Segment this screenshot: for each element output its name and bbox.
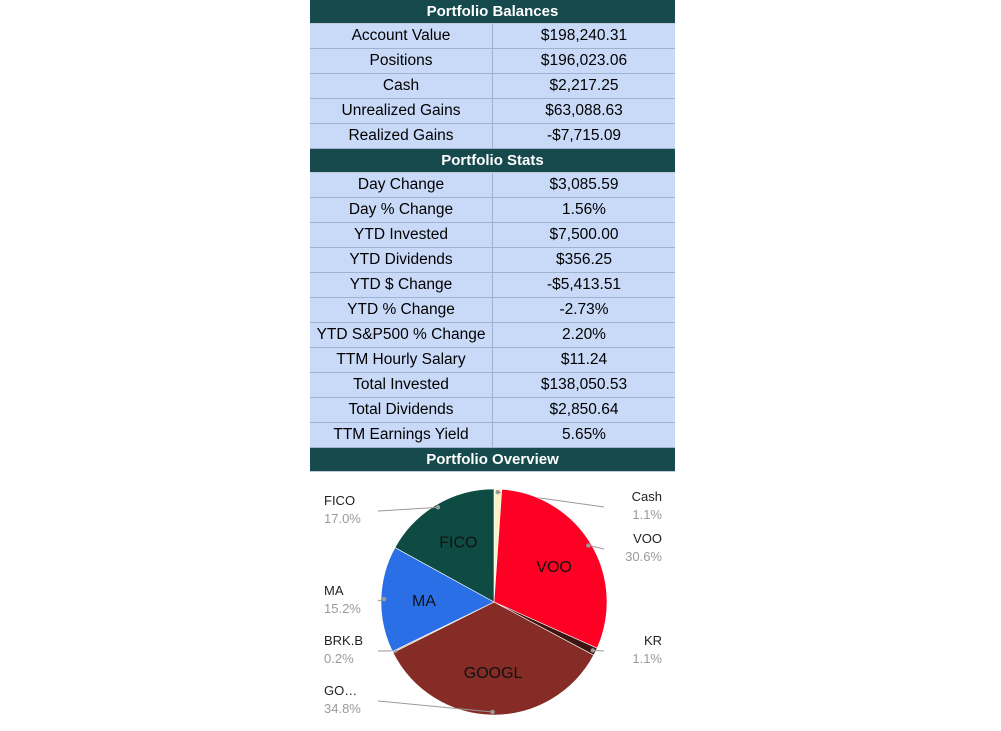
table-row[interactable] [310, 99, 675, 124]
row-label: Day % Change [310, 198, 493, 222]
row-value: $2,217.25 [493, 74, 675, 98]
row-label: TTM Earnings Yield [310, 423, 493, 447]
portfolio-balances-table [310, 24, 675, 149]
table-row[interactable] [310, 298, 675, 323]
row-label: Unrealized Gains [310, 99, 493, 123]
row-value: $198,240.31 [493, 24, 675, 48]
slice-inner-label: FICO [439, 535, 477, 552]
row-value: $356.25 [493, 248, 675, 272]
portfolio-stats-header: Portfolio Stats [310, 149, 675, 173]
slice-percent-label: 0.2% [324, 651, 354, 666]
slice-label: GO… [324, 683, 357, 698]
slice-percent-label: 1.1% [632, 507, 662, 522]
row-value: 1.56% [493, 198, 675, 222]
row-label: YTD Invested [310, 223, 493, 247]
row-value: $138,050.53 [493, 373, 675, 397]
table-row[interactable] [310, 323, 675, 348]
portfolio-balances-header: Portfolio Balances [310, 0, 675, 24]
table-row[interactable] [310, 74, 675, 99]
table-row[interactable] [310, 248, 675, 273]
row-label: Total Dividends [310, 398, 493, 422]
slice-inner-label: MA [412, 593, 436, 610]
slice-percent-label: 15.2% [324, 601, 361, 616]
table-row[interactable] [310, 124, 675, 149]
row-value: -$5,413.51 [493, 273, 675, 297]
portfolio-overview-chart [310, 477, 675, 726]
row-label: Positions [310, 49, 493, 73]
slice-label: Cash [632, 489, 662, 504]
table-row[interactable] [310, 273, 675, 298]
portfolio-overview-header: Portfolio Overview [310, 448, 675, 472]
table-row[interactable] [310, 173, 675, 198]
row-label: Account Value [310, 24, 493, 48]
table-row[interactable] [310, 348, 675, 373]
row-value: $2,850.64 [493, 398, 675, 422]
slice-percent-label: 17.0% [324, 511, 361, 526]
leader-dot [496, 490, 500, 494]
row-value: -2.73% [493, 298, 675, 322]
slice-inner-label: GOOGL [464, 665, 523, 682]
leader-dot [490, 710, 494, 714]
row-label: TTM Hourly Salary [310, 348, 493, 372]
table-row[interactable] [310, 198, 675, 223]
row-value: $3,085.59 [493, 173, 675, 197]
slice-label: BRK.B [324, 633, 363, 648]
slice-label: MA [324, 583, 344, 598]
leader-dot [591, 648, 595, 652]
slice-percent-label: 34.8% [324, 701, 361, 716]
row-label: YTD $ Change [310, 273, 493, 297]
row-value: $63,088.63 [493, 99, 675, 123]
portfolio-stats-table [310, 173, 675, 448]
table-row[interactable] [310, 423, 675, 448]
table-row[interactable] [310, 24, 675, 49]
table-row[interactable] [310, 373, 675, 398]
row-value: $196,023.06 [493, 49, 675, 73]
row-value: 5.65% [493, 423, 675, 447]
row-label: Total Invested [310, 373, 493, 397]
table-row[interactable] [310, 49, 675, 74]
row-value: $7,500.00 [493, 223, 675, 247]
leader-dot [436, 505, 440, 509]
portfolio-sheet [310, 0, 675, 472]
table-row[interactable] [310, 398, 675, 423]
row-value: $11.24 [493, 348, 675, 372]
row-label: Realized Gains [310, 124, 493, 148]
slice-label: VOO [633, 531, 662, 546]
row-label: YTD % Change [310, 298, 493, 322]
table-row[interactable] [310, 223, 675, 248]
row-label: YTD Dividends [310, 248, 493, 272]
slice-label: FICO [324, 493, 355, 508]
row-label: Day Change [310, 173, 493, 197]
leader-dot [586, 543, 590, 547]
row-value: -$7,715.09 [493, 124, 675, 148]
pie-chart [310, 477, 675, 726]
row-label: Cash [310, 74, 493, 98]
slice-label: KR [644, 633, 662, 648]
row-value: 2.20% [493, 323, 675, 347]
slice-inner-label: VOO [536, 559, 572, 576]
slice-percent-label: 1.1% [632, 651, 662, 666]
row-label: YTD S&P500 % Change [310, 323, 493, 347]
leader-dot [382, 597, 386, 601]
slice-percent-label: 30.6% [625, 549, 662, 564]
